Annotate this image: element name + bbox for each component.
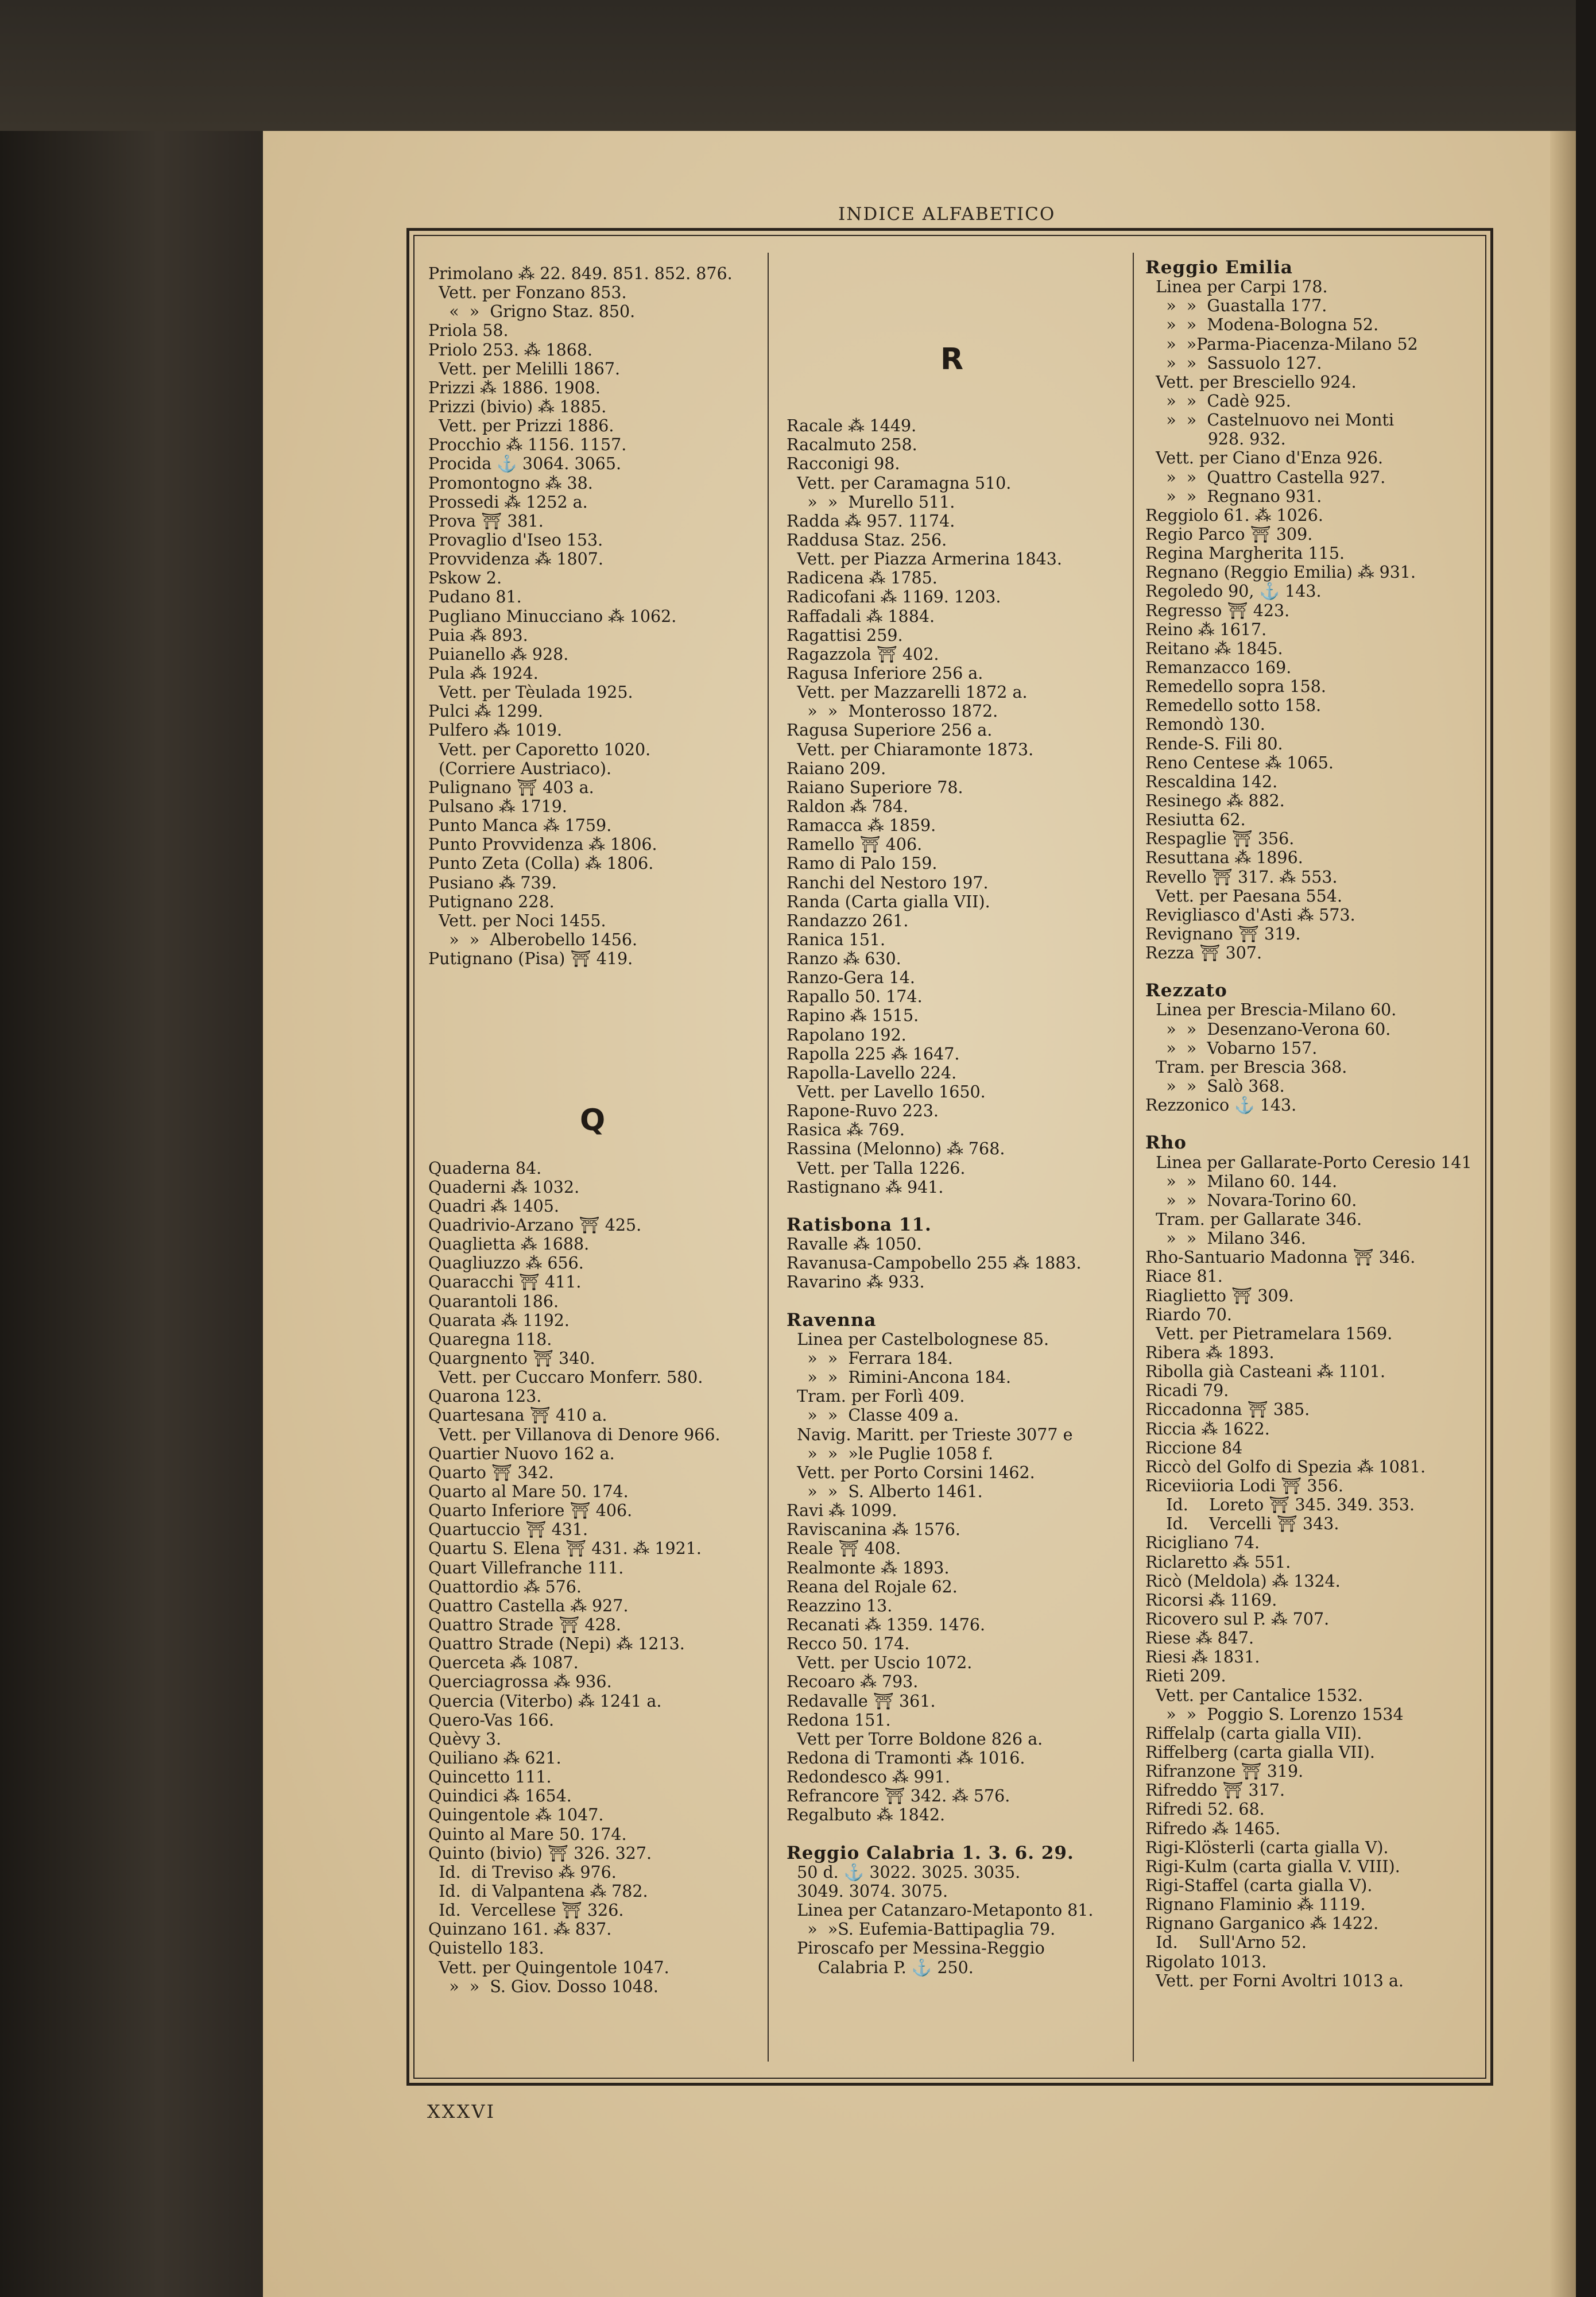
index-entry: Regnano (Reggio Emilia) ⁂ 931. (1145, 563, 1416, 582)
index-entry: Quattro Strade ⛩ 428. (428, 1615, 621, 1634)
index-entry: Ragattisi 259. (787, 625, 903, 645)
index-entry: Ribolla già Casteani ⁂ 1101. (1145, 1362, 1386, 1382)
index-entry: Riccia ⁂ 1622. (1145, 1419, 1270, 1438)
index-entry: » » Alberobello 1456. (428, 930, 638, 949)
index-entry: Raiano Superiore 78. (787, 778, 963, 797)
index-entry: Vett per Torre Boldone 826 a. (787, 1729, 1043, 1749)
index-entry: » » S. Alberto 1461. (787, 1482, 983, 1501)
index-entry: Riaglietto ⛩ 309. (1145, 1286, 1294, 1305)
index-column-middle (787, 264, 1094, 1977)
index-entry: Procida ⚓ 3064. 3065. (428, 454, 622, 474)
index-entry: Quindici ⁂ 1654. (428, 1786, 572, 1806)
index-entry: Id. Loreto ⛩ 345. 349. 353. (1145, 1495, 1415, 1515)
index-entry: Ranzo-Gera 14. (787, 968, 915, 988)
city-heading: Ravenna (787, 1309, 877, 1331)
blank-line (787, 397, 1094, 416)
index-entry: Vett. per Melilli 1867. (428, 359, 621, 378)
index-entry: » » Milano 346. (1145, 1229, 1306, 1248)
index-entry: Reino ⁂ 1617. (1145, 620, 1267, 639)
index-entry: Reazzino 13. (787, 1596, 893, 1615)
index-entry: Riffelalp (carta gialla VII). (1145, 1723, 1362, 1743)
index-entry: Riccadonna ⛩ 385. (1145, 1400, 1310, 1420)
index-entry: Ricadi 79. (1145, 1381, 1229, 1401)
section-letter: R (940, 342, 964, 377)
index-entry: Recco 50. 174. (787, 1634, 910, 1654)
blank-line (787, 302, 1094, 321)
index-entry: Revello ⛩ 317. ⁂ 553. (1145, 867, 1338, 887)
index-entry: Rifredo ⁂ 1465. (1145, 1819, 1281, 1838)
index-entry: Procchio ⁂ 1156. 1157. (428, 435, 627, 455)
index-entry: Ragusa Superiore 256 a. (787, 721, 993, 740)
index-entry: Quèvy 3. (428, 1729, 502, 1749)
index-entry: Remanzacco 169. (1145, 658, 1292, 677)
index-entry: Ravi ⁂ 1099. (787, 1501, 897, 1521)
index-entry: Riesi ⁂ 1831. (1145, 1648, 1260, 1667)
index-entry: Reggiolo 61. ⁂ 1026. (1145, 505, 1323, 525)
index-entry: Pulsano ⁂ 1719. (428, 796, 567, 816)
index-entry: Regio Parco ⛩ 309. (1145, 524, 1313, 544)
index-entry: Vett. per Forni Avoltri 1013 a. (1145, 1971, 1404, 1990)
index-entry: Rignano Garganico ⁂ 1422. (1145, 1914, 1379, 1933)
index-entry: Vett. per Uscio 1072. (787, 1653, 973, 1673)
index-column-left (428, 264, 733, 1996)
index-entry: Vett. per Prizzi 1886. (428, 416, 614, 436)
index-entry: Tram. per Gallarate 346. (1145, 1210, 1362, 1229)
index-entry: Quero-Vas 166. (428, 1710, 555, 1730)
blank-line (428, 987, 733, 1006)
background-top (0, 0, 1596, 131)
index-entry: Ragusa Inferiore 256 a. (787, 663, 983, 683)
index-entry: Rezzonico ⚓ 143. (1145, 1096, 1297, 1115)
index-entry: Ramello ⛩ 406. (787, 835, 923, 854)
index-entry: Rastignano ⁂ 941. (787, 1177, 944, 1197)
index-entry: Quarto al Mare 50. 174. (428, 1482, 629, 1501)
index-entry: Quarata ⁂ 1192. (428, 1310, 570, 1330)
index-entry: Revignano ⛩ 319. (1145, 924, 1301, 943)
index-entry: » » Classe 409 a. (787, 1406, 959, 1425)
index-entry: Pulci ⁂ 1299. (428, 702, 543, 721)
index-entry: Pudano 81. (428, 587, 522, 607)
index-entry: Randa (Carta gialla VII). (787, 892, 990, 911)
index-entry: Vett. per Chiaramonte 1873. (787, 740, 1034, 759)
index-entry: Pula ⁂ 1924. (428, 663, 539, 683)
index-entry: Remondò 130. (1145, 715, 1265, 734)
index-entry: Ramacca ⁂ 1859. (787, 816, 936, 836)
index-entry: Rho-Santuario Madonna ⛩ 346. (1145, 1248, 1416, 1267)
index-entry: Provaglio d'Iseo 153. (428, 530, 603, 550)
index-entry: Punto Zeta (Colla) ⁂ 1806. (428, 854, 654, 873)
index-entry: Rifreddo ⛩ 317. (1145, 1781, 1285, 1800)
index-entry: Raffadali ⁂ 1884. (787, 606, 935, 626)
index-entry: Prizzi ⁂ 1886. 1908. (428, 378, 601, 397)
index-entry: Vett. per Cuccaro Monferr. 580. (428, 1368, 703, 1387)
index-entry: Id. Sull'Arno 52. (1145, 1933, 1307, 1952)
index-entry: » » Quattro Castella 927. (1145, 467, 1386, 487)
index-entry: Tram. per Brescia 368. (1145, 1057, 1347, 1077)
index-entry: » » Vobarno 157. (1145, 1038, 1318, 1058)
index-entry: Riardo 70. (1145, 1305, 1232, 1324)
index-entry: Vett. per Fonzano 853. (428, 283, 627, 303)
index-entry: Reitano ⁂ 1845. (1145, 639, 1283, 658)
index-entry: Vett. per Ciano d'Enza 926. (1145, 448, 1384, 468)
index-entry: Remedello sotto 158. (1145, 696, 1322, 716)
index-entry: Racconigi 98. (787, 454, 900, 474)
index-entry: Quartu S. Elena ⛩ 431. ⁂ 1921. (428, 1539, 702, 1559)
index-entry: » » S. Giov. Dosso 1048. (428, 1977, 658, 1996)
index-entry: Rignano Flaminio ⁂ 1119. (1145, 1895, 1366, 1915)
index-entry: Vett. per Lavello 1650. (787, 1082, 986, 1102)
index-entry: » » Guastalla 177. (1145, 296, 1327, 316)
index-entry: » »S. Eufemia-Battipaglia 79. (787, 1920, 1056, 1939)
index-entry: Prizzi (bivio) ⁂ 1885. (428, 397, 607, 416)
blank-line (428, 1139, 733, 1158)
index-entry: Linea per Castelbolognese 85. (787, 1329, 1049, 1349)
index-entry: Regalbuto ⁂ 1842. (787, 1805, 946, 1825)
index-entry: Punto Manca ⁂ 1759. (428, 816, 612, 836)
index-entry: Punto Provvidenza ⁂ 1806. (428, 835, 657, 854)
index-entry: Regina Margherita 115. (1145, 544, 1345, 563)
index-entry: Quadri ⁂ 1405. (428, 1196, 559, 1216)
blank-line (787, 264, 1094, 283)
index-entry: Rapino ⁂ 1515. (787, 1006, 919, 1026)
index-entry: Id. di Valpantena ⁂ 782. (428, 1881, 648, 1901)
index-entry: Quattro Castella ⁂ 927. (428, 1596, 629, 1615)
index-entry: Redona di Tramonti ⁂ 1016. (787, 1748, 1025, 1768)
index-entry: Recoaro ⁂ 793. (787, 1672, 919, 1692)
index-entry: Reana del Rojale 62. (787, 1577, 958, 1596)
index-entry: Priola 58. (428, 321, 509, 341)
index-entry: Respaglie ⛩ 356. (1145, 829, 1295, 849)
blank-line (428, 1064, 733, 1082)
index-entry: Pugliano Minucciano ⁂ 1062. (428, 606, 677, 626)
column-divider (1133, 253, 1134, 2062)
blank-line (787, 1197, 1094, 1216)
index-entry: Puianello ⁂ 928. (428, 644, 569, 664)
index-entry: Pusiano ⁂ 739. (428, 873, 557, 892)
index-entry: Piroscafo per Messina-Reggio (787, 1939, 1045, 1958)
index-entry: Quarantoli 186. (428, 1291, 559, 1311)
index-entry: Ravalle ⁂ 1050. (787, 1235, 922, 1254)
index-entry: Puia ⁂ 893. (428, 625, 528, 645)
index-entry: Regoledo 90, ⚓ 143. (1145, 582, 1322, 601)
index-entry: Rapolla-Lavello 224. (787, 1063, 957, 1082)
index-entry: Riese ⁂ 847. (1145, 1629, 1254, 1648)
index-entry: » » Monterosso 1872. (787, 702, 998, 721)
index-entry: Linea per Catanzaro-Metaponto 81. (787, 1901, 1094, 1920)
index-entry: Radicena ⁂ 1785. (787, 569, 938, 588)
index-entry: Rigi-Staffel (carta gialla V). (1145, 1876, 1373, 1895)
index-entry: Querceta ⁂ 1087. (428, 1653, 579, 1673)
index-entry: Vett. per Noci 1455. (428, 911, 606, 930)
city-heading: Reggio Calabria 1. 3. 6. 29. (787, 1842, 1074, 1863)
index-entry: Raldon ⁂ 784. (787, 796, 909, 816)
index-entry: Quargnento ⛩ 340. (428, 1349, 595, 1368)
index-entry: Quagliuzzo ⁂ 656. (428, 1254, 584, 1273)
index-entry: Pskow 2. (428, 569, 502, 588)
blank-line (787, 321, 1094, 340)
index-entry: » » Murello 511. (787, 492, 955, 512)
index-entry: Putignano 228. (428, 892, 555, 911)
index-entry: Racalmuto 258. (787, 435, 917, 455)
index-entry: Quart Villefranche 111. (428, 1558, 624, 1577)
index-entry: » » Cadè 925. (1145, 391, 1291, 411)
index-entry: Ragazzola ⛩ 402. (787, 644, 939, 664)
index-entry: Ribera ⁂ 1893. (1145, 1343, 1275, 1363)
index-entry: Racale ⁂ 1449. (787, 416, 917, 436)
index-entry: Provvidenza ⁂ 1807. (428, 550, 603, 569)
index-entry: » » Novara-Torino 60. (1145, 1190, 1357, 1210)
index-entry: Vett. per Piazza Armerina 1843. (787, 550, 1062, 569)
index-entry: Linea per Gallarate-Porto Ceresio 141 (1145, 1153, 1472, 1172)
index-entry: Radicofani ⁂ 1169. 1203. (787, 587, 1001, 607)
index-entry: Ravarino ⁂ 933. (787, 1273, 925, 1292)
index-entry: Vett. per Villanova di Denore 966. (428, 1425, 720, 1444)
index-entry: Quadrivio-Arzano ⛩ 425. (428, 1216, 642, 1235)
index-entry: Ricorsi ⁂ 1169. (1145, 1590, 1277, 1610)
index-entry: Quaderna 84. (428, 1158, 542, 1178)
city-heading: Reggio Emilia (1145, 257, 1293, 278)
index-entry: 50 d. ⚓ 3022. 3025. 3035. (787, 1862, 1021, 1882)
index-entry: Quarto ⛩ 342. (428, 1463, 554, 1482)
index-entry: Quincetto 111. (428, 1768, 552, 1787)
index-entry: Quercia (Viterbo) ⁂ 1241 a. (428, 1691, 662, 1711)
index-entry: Redona 151. (787, 1710, 891, 1730)
index-entry: » » Milano 60. 144. (1145, 1171, 1338, 1191)
index-entry: Vett. per Talla 1226. (787, 1158, 966, 1178)
index-entry: » »Parma-Piacenza-Milano 52 (1145, 334, 1418, 354)
index-entry: » » Salò 368. (1145, 1077, 1285, 1096)
index-entry: Quistello 183. (428, 1939, 544, 1958)
index-entry: Realmonte ⁂ 1893. (787, 1558, 950, 1577)
index-entry: Quiliano ⁂ 621. (428, 1748, 561, 1768)
index-entry: Quartesana ⛩ 410 a. (428, 1406, 607, 1425)
index-entry: Pulfero ⁂ 1019. (428, 721, 563, 740)
index-entry: Vett. per Bresciello 924. (1145, 372, 1357, 392)
index-entry: Vett. per Caporetto 1020. (428, 740, 651, 759)
index-entry: Rescaldina 142. (1145, 772, 1278, 791)
index-entry: Resiutta 62. (1145, 810, 1246, 830)
index-entry: Rigi-Klösterli (carta gialla V). (1145, 1838, 1389, 1857)
index-entry: Riclaretto ⁂ 551. (1145, 1552, 1291, 1572)
blank-line (787, 283, 1094, 302)
blank-line (1145, 1115, 1472, 1134)
index-entry: Quarona 123. (428, 1387, 542, 1406)
index-entry: Putignano (Pisa) ⛩ 419. (428, 949, 633, 969)
background-left (0, 0, 264, 2297)
index-entry: Resuttana ⁂ 1896. (1145, 848, 1303, 868)
index-entry: Primolano ⁂ 22. 849. 851. 852. 876. (428, 264, 733, 283)
index-entry: Riffelberg (carta gialla VII). (1145, 1742, 1375, 1762)
blank-line (428, 1082, 733, 1101)
index-entry: Pulignano ⛩ 403 a. (428, 778, 594, 797)
index-entry: Recanati ⁂ 1359. 1476. (787, 1615, 986, 1634)
city-heading: Rho (1145, 1132, 1187, 1154)
index-entry: Vett. per Porto Corsini 1462. (787, 1463, 1035, 1482)
index-entry: » » Rimini-Ancona 184. (787, 1368, 1012, 1387)
index-entry: Riccò del Golfo di Spezia ⁂ 1081. (1145, 1457, 1426, 1476)
index-entry: Riccione 84 (1145, 1438, 1243, 1457)
index-entry: Rigi-Kulm (carta gialla V. VIII). (1145, 1857, 1400, 1876)
index-entry: Vett. per Mazzarelli 1872 a. (787, 683, 1028, 702)
index-entry: Quinto (bivio) ⛩ 326. 327. (428, 1843, 652, 1863)
index-entry: Ricovero sul P. ⁂ 707. (1145, 1609, 1330, 1629)
index-entry: Promontogno ⁂ 38. (428, 473, 593, 493)
index-entry: Redondesco ⁂ 991. (787, 1768, 951, 1787)
index-entry: Ranzo ⁂ 630. (787, 949, 901, 969)
index-column-right (1145, 258, 1472, 1990)
index-entry: Ramo di Palo 159. (787, 854, 938, 873)
index-entry: Navig. Maritt. per Trieste 3077 e (787, 1425, 1073, 1444)
index-entry: Raddusa Staz. 256. (787, 530, 947, 550)
index-entry: Id. Vercellese ⛩ 326. (428, 1901, 624, 1920)
index-entry: Resinego ⁂ 882. (1145, 791, 1285, 810)
index-entry: Tram. per Forlì 409. (787, 1387, 965, 1406)
index-entry: Quattro Strade (Nepi) ⁂ 1213. (428, 1634, 685, 1654)
index-entry: Rapone-Ruvo 223. (787, 1101, 939, 1121)
index-entry: Linea per Brescia-Milano 60. (1145, 1000, 1397, 1020)
index-entry: » » Modena-Bologna 52. (1145, 315, 1379, 335)
index-entry: Raiano 209. (787, 759, 886, 778)
index-entry: » » Castelnuovo nei Monti (1145, 411, 1394, 430)
index-entry: Rassina (Melonno) ⁂ 768. (787, 1139, 1005, 1159)
index-entry: » » Ferrara 184. (787, 1349, 953, 1368)
index-entry: Quinto al Mare 50. 174. (428, 1824, 627, 1844)
index-entry: 928. 932. (1145, 430, 1286, 449)
index-entry: Reale ⛩ 408. (787, 1539, 901, 1559)
index-entry: Raviscanina ⁂ 1576. (787, 1520, 960, 1540)
index-entry: Quarto Inferiore ⛩ 406. (428, 1501, 633, 1521)
background-right (1576, 0, 1596, 2297)
index-entry: » » Regnano 931. (1145, 486, 1322, 506)
index-entry: Vett. per Tèulada 1925. (428, 683, 633, 702)
index-entry: Id. di Treviso ⁂ 976. (428, 1862, 617, 1882)
index-entry: Quinzano 161. ⁂ 837. (428, 1920, 612, 1939)
blank-line (1145, 962, 1472, 981)
index-entry: Ravanusa-Campobello 255 ⁂ 1883. (787, 1254, 1082, 1273)
index-entry: Ricò (Meldola) ⁂ 1324. (1145, 1571, 1341, 1591)
city-heading: Ratisbona 11. (787, 1215, 932, 1236)
index-entry: Quaregna 118. (428, 1329, 552, 1349)
index-entry: » » Poggio S. Lorenzo 1534 (1145, 1704, 1404, 1724)
index-entry: Rifranzone ⛩ 319. (1145, 1762, 1304, 1781)
index-entry: Rieti 209. (1145, 1666, 1226, 1686)
blank-line (428, 1026, 733, 1045)
index-entry: » » Sassuolo 127. (1145, 353, 1322, 373)
index-entry: Calabria P. ⚓ 250. (787, 1958, 974, 1977)
running-head: INDICE ALFABETICO (838, 204, 1056, 225)
page-edge (1550, 131, 1576, 2297)
index-entry: Revigliasco d'Asti ⁂ 573. (1145, 905, 1355, 925)
index-entry: Rezza ⛩ 307. (1145, 943, 1262, 963)
index-entry: Querciagrossa ⁂ 936. (428, 1672, 612, 1692)
index-entry: Remedello sopra 158. (1145, 677, 1326, 697)
blank-line (787, 378, 1094, 397)
index-entry: Redavalle ⛩ 361. (787, 1691, 936, 1711)
index-entry: Vett. per Paesana 554. (1145, 886, 1343, 906)
index-entry: Riace 81. (1145, 1267, 1223, 1286)
index-entry: Rasica ⁂ 769. (787, 1120, 905, 1140)
index-entry: Quartier Nuovo 162 a. (428, 1444, 615, 1463)
index-entry: Quartuccio ⛩ 431. (428, 1520, 588, 1540)
index-entry: » » Desenzano-Verona 60. (1145, 1019, 1391, 1039)
index-entry: Rapolla 225 ⁂ 1647. (787, 1044, 960, 1064)
index-entry: Quaglietta ⁂ 1688. (428, 1235, 590, 1254)
index-entry: Riceviioria Lodi ⛩ 356. (1145, 1476, 1343, 1495)
page-folio: XXXVI (427, 2101, 496, 2122)
section-letter: Q (580, 1103, 606, 1138)
index-entry: Rigolato 1013. (1145, 1952, 1267, 1971)
index-entry: Rende-S. Fili 80. (1145, 734, 1283, 753)
index-entry: Vett. per Pietramelara 1569. (1145, 1324, 1393, 1343)
index-entry: Regresso ⛩ 423. (1145, 601, 1290, 620)
index-entry: « » Grigno Staz. 850. (428, 302, 636, 322)
index-entry: Priolo 253. ⁂ 1868. (428, 340, 593, 359)
index-entry: Quattordio ⁂ 576. (428, 1577, 582, 1596)
index-entry: Randazzo 261. (787, 911, 909, 930)
index-entry: Quaracchi ⛩ 411. (428, 1273, 582, 1292)
blank-line (787, 1292, 1094, 1311)
blank-line (428, 1045, 733, 1064)
index-entry: Vett. per Quingentole 1047. (428, 1958, 669, 1977)
index-entry: Id. Vercelli ⛩ 343. (1145, 1514, 1339, 1534)
index-entry: Rifredi 52. 68. (1145, 1800, 1265, 1819)
index-entry: Quaderni ⁂ 1032. (428, 1177, 580, 1197)
index-entry: 3049. 3074. 3075. (787, 1881, 948, 1901)
index-entry: Rapallo 50. 174. (787, 987, 923, 1007)
index-entry: Prossedi ⁂ 1252 a. (428, 492, 588, 512)
index-entry: Reno Centese ⁂ 1065. (1145, 753, 1334, 772)
index-entry: Linea per Carpi 178. (1145, 277, 1328, 297)
index-entry: Ricigliano 74. (1145, 1533, 1260, 1553)
index-entry: Quingentole ⁂ 1047. (428, 1805, 604, 1825)
index-entry: Rapolano 192. (787, 1025, 907, 1045)
blank-line (428, 968, 733, 987)
blank-line (428, 1006, 733, 1025)
index-entry: Vett. per Caramagna 510. (787, 473, 1012, 493)
index-entry: » » »le Puglie 1058 f. (787, 1444, 993, 1463)
index-entry: Ranica 151. (787, 930, 886, 949)
blank-line (787, 1825, 1094, 1844)
column-divider (768, 253, 769, 2062)
index-entry: Ranchi del Nestoro 197. (787, 873, 989, 892)
index-entry: Radda ⁂ 957. 1174. (787, 511, 955, 531)
index-entry: Vett. per Cantalice 1532. (1145, 1685, 1363, 1705)
index-entry: (Corriere Austriaco). (428, 759, 612, 778)
city-heading: Rezzato (1145, 980, 1227, 1001)
index-entry: Refrancore ⛩ 342. ⁂ 576. (787, 1786, 1010, 1806)
index-entry: Prova ⛩ 381. (428, 511, 544, 531)
